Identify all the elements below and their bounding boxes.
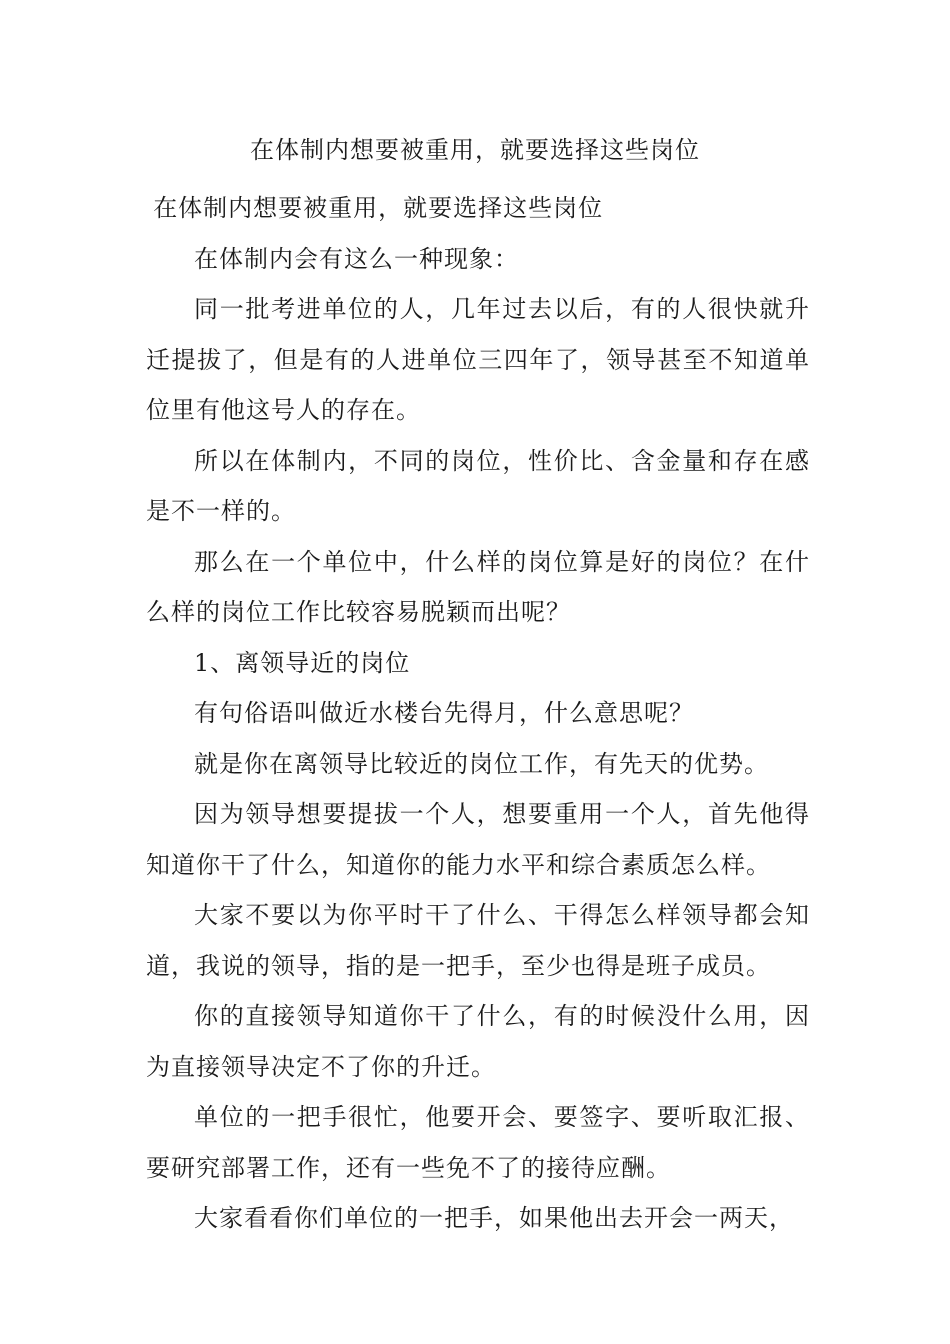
paragraph: 就是你在离领导比较近的岗位工作，有先天的优势。 [194,749,769,778]
document-title: 在体制内想要被重用，就要选择这些岗位 [250,136,700,164]
paragraph: 那么在一个单位中，什么样的岗位算是好的岗位？在什么样的岗位工作比较容易脱颖而出呢？ [146,547,810,626]
section-heading: 1、离领导近的岗位 [194,648,411,677]
paragraph: 因为领导想要提拔一个人，想要重用一个人，首先他得知道你干了什么，知道你的能力水平和综合素质怎么样。 [146,800,810,879]
paragraph: 同一批考进单位的人，几年过去以后，有的人很快就升迁提拔了，但是有的人进单位三四年了，领导甚至不知道单位里有他这号人的存在。 [146,295,810,424]
paragraph: 大家不要以为你平时干了什么、干得怎么样领导都会知道，我说的领导，指的是一把手，至少也得是班子成员。 [146,901,810,980]
paragraph: 你的直接领导知道你干了什么，有的时候没什么用，因为直接领导决定不了你的升迁。 [146,1002,810,1081]
paragraph: 单位的一把手很忙，他要开会、要签字、要听取汇报、要研究部署工作，还有一些免不了的接待应酬。 [146,1103,810,1182]
paragraph: 所以在体制内，不同的岗位，性价比、含金量和存在感是不一样的。 [146,446,810,525]
paragraph: 大家看看你们单位的一把手，如果他出去开会一两天， [194,1204,794,1232]
subtitle-paragraph: 在体制内想要被重用，就要选择这些岗位 [153,194,604,222]
paragraph: 有句俗语叫做近水楼台先得月，什么意思呢？ [194,699,694,727]
document-body [146,183,810,1244]
paragraph: 在体制内会有这么一种现象： [194,244,519,273]
